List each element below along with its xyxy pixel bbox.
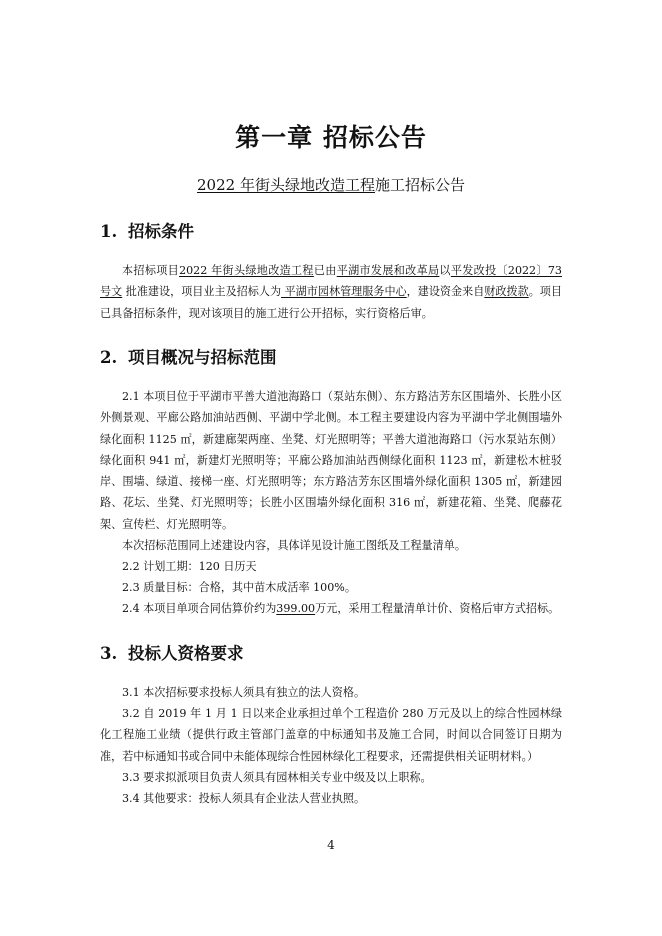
- project-name: 2022 年街头绿地改造工程: [179, 264, 314, 277]
- section-heading-3: [100, 640, 244, 664]
- section-heading-2: [100, 344, 277, 368]
- section-number: 1.: [100, 222, 118, 241]
- text-run: 已由: [313, 264, 337, 277]
- section-number: 3.: [100, 644, 118, 663]
- section-3-item-3-1: 3.1 本次招标要求投标人须具有独立的法人资格。: [122, 686, 366, 699]
- section-number: 2.: [100, 348, 118, 367]
- notice-subtitle: [0, 174, 662, 195]
- section-title: 招标条件: [128, 222, 194, 241]
- section-2-quality-line: 2.3 质量目标：合格，其中苗木成活率 100%。: [122, 581, 356, 594]
- text-run: 万元，采用工程量清单计价、资格后审方式招标。: [315, 602, 560, 615]
- section-title: 项目概况与招标范围: [128, 348, 277, 367]
- estimate-amount: 399.00: [276, 602, 316, 615]
- approval-number: 平发改投〔2022〕73 号文: [100, 264, 562, 299]
- section-2-estimate-line: [100, 598, 562, 619]
- section-heading-1: [100, 218, 194, 242]
- text-run: ，建设资金来自: [406, 285, 485, 299]
- text-run: 以: [439, 264, 451, 277]
- section-2-paragraph-2-1: 2.1 本项目位于平湖市平善大道池海路口（泵站东侧）、东方路洁芳东区围墙外、长胜小区外侧景观、平廊公路加油站西侧、平湖中学北侧。本工程主要建设内容为平湖中学北侧围墙外绿化面积 1125 ㎡，新建廊架两座、坐凳、灯光照明等；平善大道池海路口（污水泵站东侧）绿化面积 941 ㎡，新建灯光照明等；平廊公路加油站西侧绿化面积 1123 ㎡，新建松木桩驳岸、围墙、绿道、接梯一座、灯光照明等；东方路洁芳东区围墙外绿化面积 1305 ㎡，新建园路、花坛、坐凳、灯光照明等；长胜小区围墙外绿化面积 316 ㎡，新建花箱、坐凳、爬藤花架、宣传栏、灯光照明等。: [100, 390, 562, 531]
- chapter-title: 第一章 招标公告: [235, 123, 427, 152]
- text-run: 2.4 本项目单项合同估算价约为: [122, 602, 277, 615]
- tenderer-name: 平湖市园林管理服务中心: [281, 285, 407, 299]
- page-number: 4: [327, 838, 335, 852]
- text-run: 。项目已具备招标条件，现对该项目的施工进行公开招标，实行资格后审。: [100, 285, 562, 320]
- section-3-item-3-4: 3.4 其他要求：投标人须具有企业法人营业执照。: [122, 792, 366, 805]
- subtitle-project-name: 2022 年街头绿地改造工程: [197, 176, 375, 194]
- section-title: 投标人资格要求: [128, 644, 244, 663]
- funding-source: 财政拨款: [484, 285, 529, 299]
- section-2-duration-line: 2.2 计划工期：120 日历天: [122, 560, 257, 573]
- section-2-scope-line: 本次招标范围同上述建设内容，具体详见设计施工图纸及工程量清单。: [122, 539, 466, 552]
- text-run: 批准建设，项目业主及招标人为: [122, 285, 282, 299]
- approver-name: 平湖市发展和改革局: [336, 264, 440, 277]
- text-run: 本招标项目: [122, 264, 180, 277]
- section-3-item-3-2: 3.2 自 2019 年 1 月 1 日以来企业承担过单个工程造价 280 万元及以上的综合性园林绿化工程施工业绩（提供行政主管部门盖章的中标通知书及施工合同，时间以合同签订日期为准，若中标通知书或合同中未能体现综合性园林绿化工程要求，还需提供相关证明材料。）: [100, 707, 562, 763]
- section-3-item-3-3: 3.3 要求拟派项目负责人须具有园林相关专业中级及以上职称。: [122, 771, 432, 784]
- section-1-paragraph: [100, 260, 562, 324]
- subtitle-suffix: 施工招标公告: [374, 176, 465, 194]
